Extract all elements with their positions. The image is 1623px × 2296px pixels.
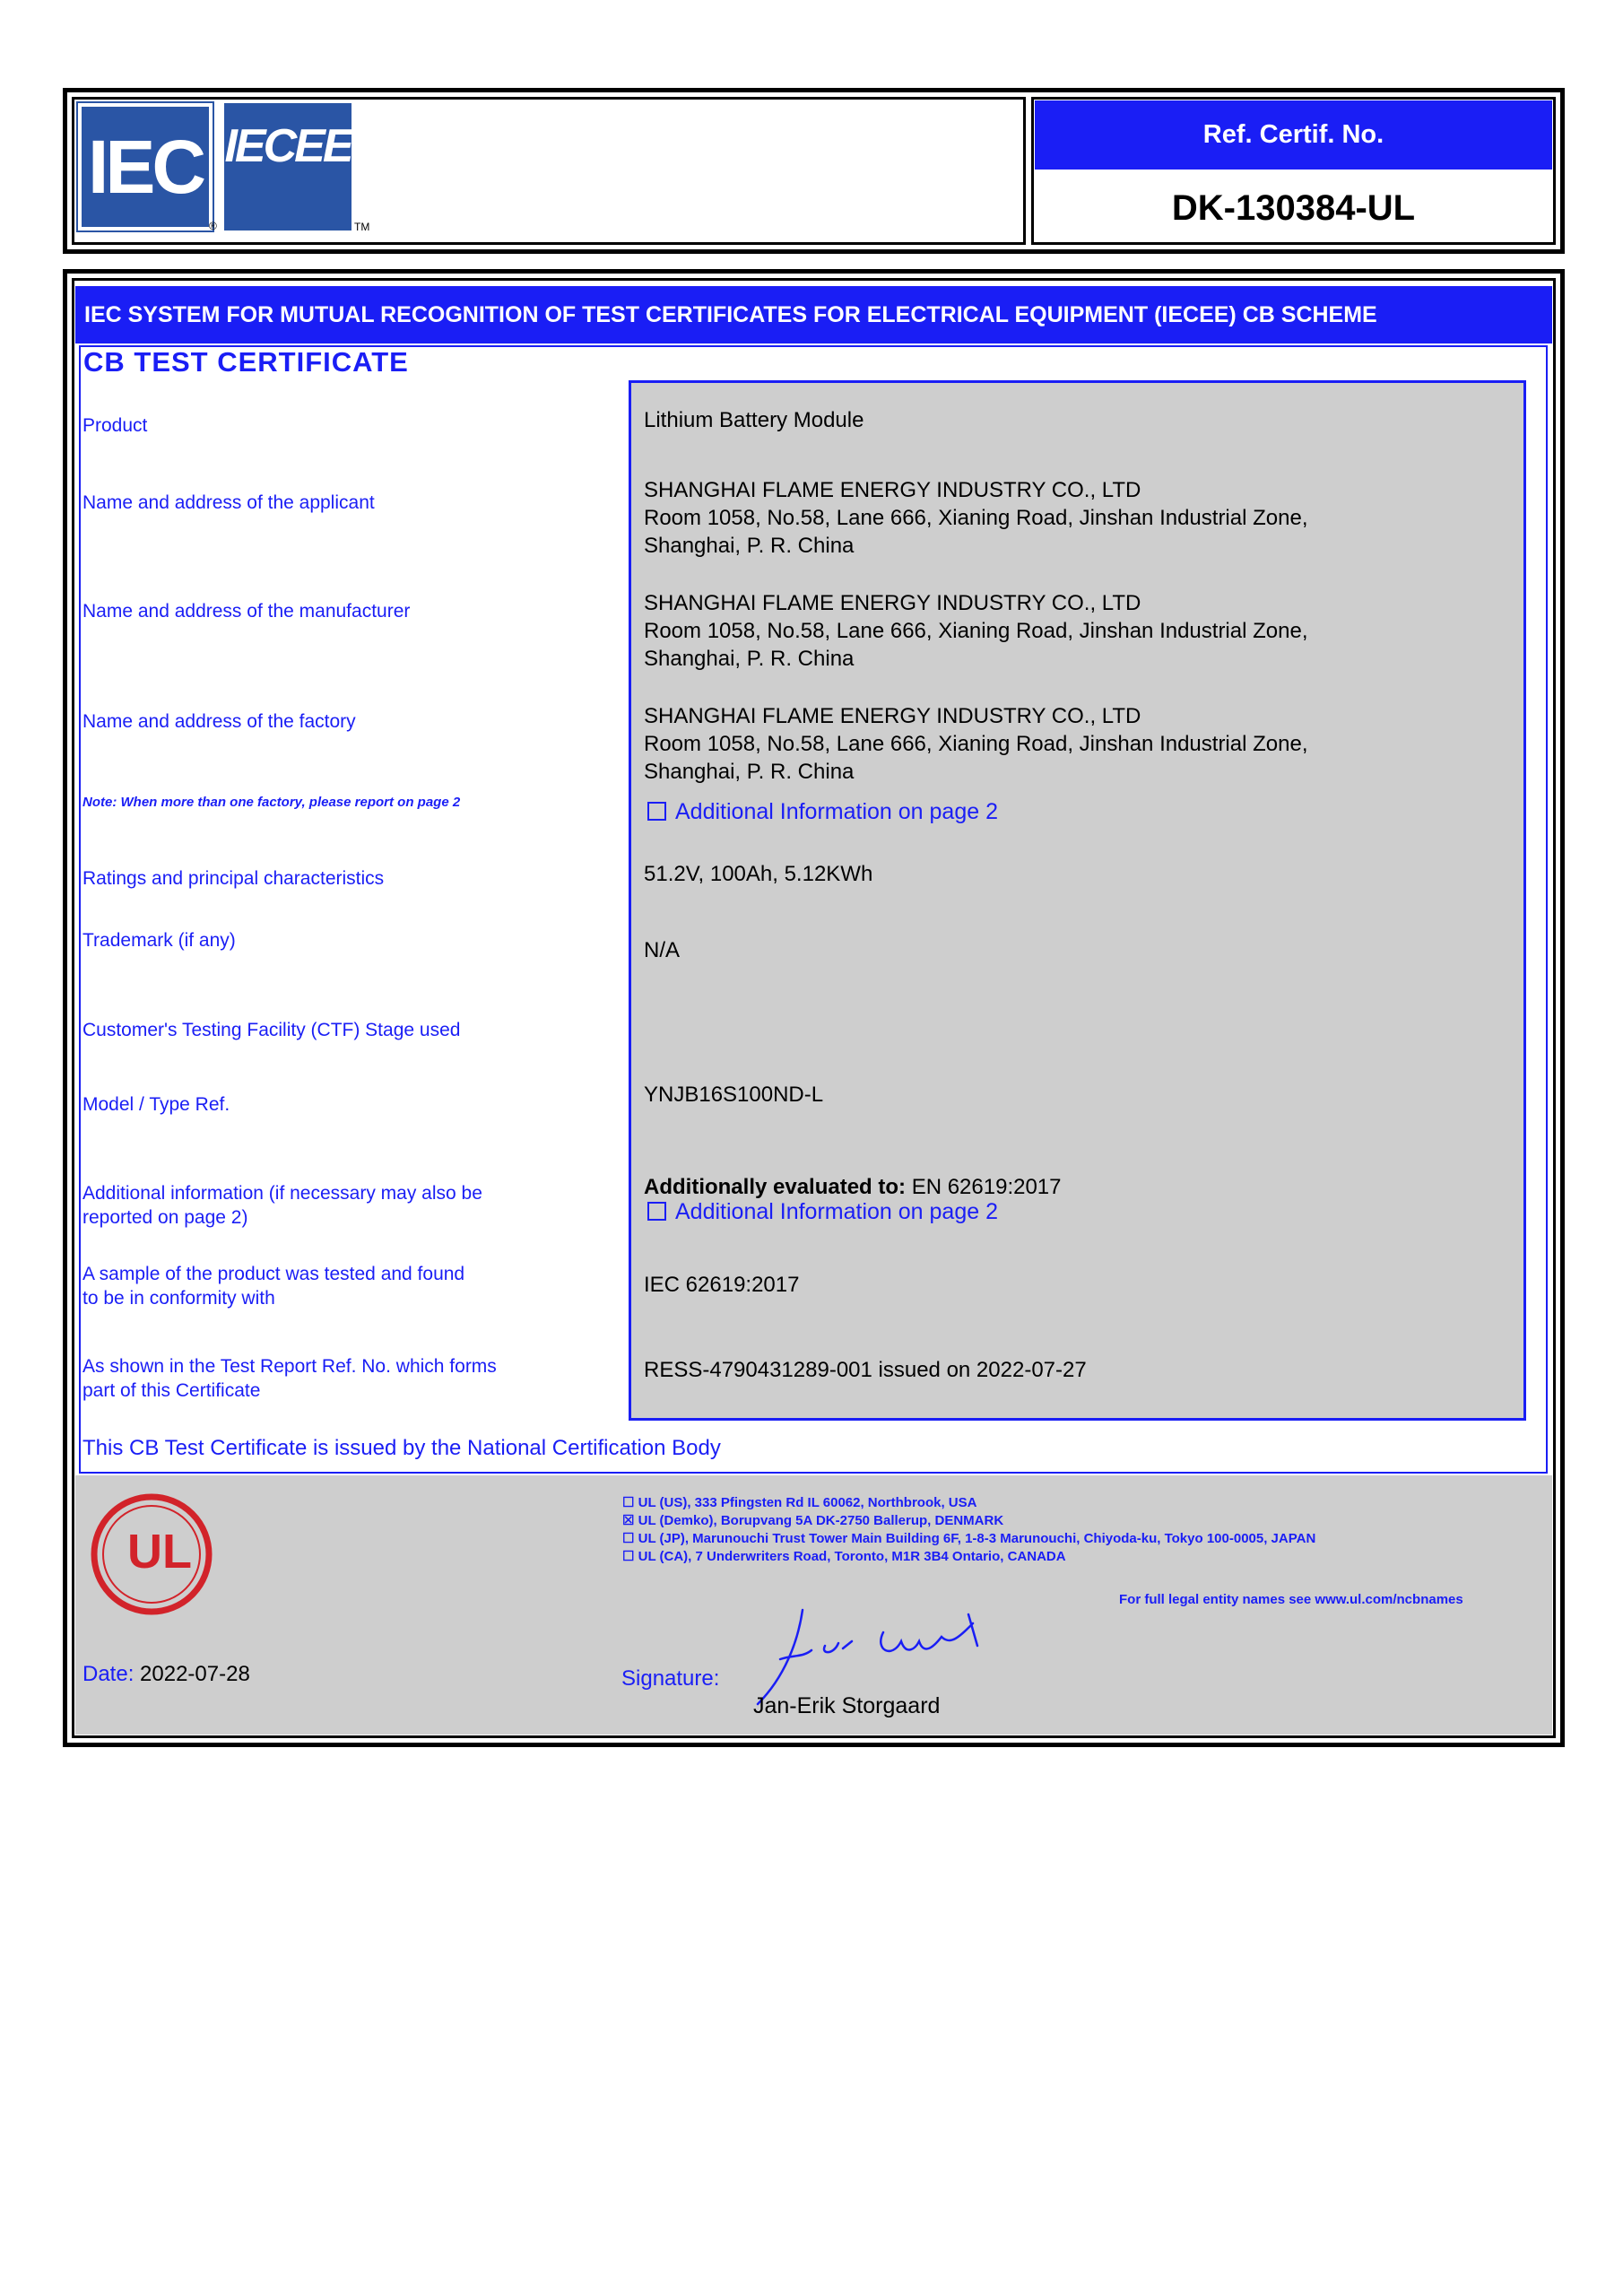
registered-mark-icon: ® (209, 220, 217, 232)
checkbox-icon (647, 802, 666, 821)
report-label-line-1: As shown in the Test Report Ref. No. which forms (82, 1356, 497, 1377)
trademark-label: Trademark (if any) (82, 930, 236, 951)
iecee-logo: IECEE (224, 103, 352, 230)
date-label: Date: (82, 1662, 135, 1686)
additional-addinfo-checkbox[interactable] (647, 1199, 998, 1225)
manufacturer-line-2: Room 1058, No.58, Lane 666, Xianing Road, Jinshan Industrial Zone, (644, 619, 1308, 643)
ul-address-list (622, 1494, 1315, 1566)
factory-line-1: SHANGHAI FLAME ENERGY INDUSTRY CO., LTD (644, 704, 1141, 728)
additional-label (82, 1181, 603, 1230)
conformity-label-line-1: A sample of the product was tested and found (82, 1264, 465, 1284)
ul-address-ca: ☐ UL (CA), 7 Underwriters Road, Toronto, M1R 3B4 Ontario, CANADA (622, 1549, 1066, 1564)
ctf-label: Customer's Testing Facility (CTF) Stage used (82, 1020, 461, 1040)
model-value: YNJB16S100ND-L (644, 1083, 824, 1107)
report-value: RESS-4790431289-001 issued on 2022-07-27 (644, 1358, 1087, 1382)
additional-addinfo-label: Additional Information on page 2 (675, 1199, 998, 1224)
conformity-value: IEC 62619:2017 (644, 1273, 800, 1297)
factory-line-2: Room 1058, No.58, Lane 666, Xianing Road, Jinshan Industrial Zone, (644, 732, 1308, 756)
legal-names-note: For full legal entity names see www.ul.com/ncbnames (1119, 1592, 1463, 1607)
additional-evaluated-label: Additionally evaluated to: (644, 1175, 907, 1199)
ref-label: Ref. Certif. No. (1035, 100, 1552, 170)
signature-label: Signature: (621, 1666, 720, 1691)
ratings-label: Ratings and principal characteristics (82, 868, 385, 889)
manufacturer-line-3: Shanghai, P. R. China (644, 647, 855, 671)
manufacturer-label: Name and address of the manufacturer (82, 601, 411, 622)
conformity-label (82, 1262, 603, 1310)
manufacturer-value (644, 589, 1505, 673)
ref-number: DK-130384-UL (1171, 187, 1416, 228)
conformity-label-line-2: to be in conformity with (82, 1288, 275, 1309)
ul-logo-text: UL (127, 1525, 192, 1578)
applicant-label: Name and address of the applicant (82, 492, 375, 513)
checkbox-icon (647, 1202, 666, 1221)
factory-addinfo-checkbox[interactable] (647, 799, 998, 825)
factory-line-3: Shanghai, P. R. China (644, 760, 855, 784)
additional-label-line-2: reported on page 2) (82, 1207, 248, 1228)
additional-value (644, 1173, 1505, 1201)
model-label: Model / Type Ref. (82, 1094, 230, 1115)
ratings-value: 51.2V, 100Ah, 5.12KWh (644, 862, 873, 886)
ul-logo (90, 1492, 213, 1616)
factory-note: Note: When more than one factory, please report on page 2 (82, 795, 461, 810)
ul-address-jp: ☐ UL (JP), Marunouchi Trust Tower Main Building 6F, 1-8-3 Marunouchi, Chiyoda-ku, Tokyo 100-0005, JAPAN (622, 1531, 1316, 1546)
issued-by-statement: This CB Test Certificate is issued by the National Certification Body (82, 1436, 721, 1460)
report-label-line-2: part of this Certificate (82, 1380, 261, 1401)
additional-evaluated-standard: EN 62619:2017 (906, 1175, 1062, 1199)
applicant-line-3: Shanghai, P. R. China (644, 534, 855, 558)
trademark-icon: TM (354, 221, 370, 233)
factory-value (644, 702, 1505, 786)
applicant-line-1: SHANGHAI FLAME ENERGY INDUSTRY CO., LTD (644, 478, 1141, 502)
scheme-title: IEC SYSTEM FOR MUTUAL RECOGNITION OF TEST CERTIFICATES FOR ELECTRICAL EQUIPMENT (IECEE) CB SCHEME (75, 286, 1552, 344)
applicant-line-2: Room 1058, No.58, Lane 666, Xianing Road, Jinshan Industrial Zone, (644, 506, 1308, 530)
certificate-title: CB TEST CERTIFICATE (83, 346, 409, 378)
date-row (82, 1662, 250, 1687)
iec-logo: IEC (78, 103, 213, 230)
signer-name: Jan-Erik Storgaard (753, 1693, 941, 1718)
product-value: Lithium Battery Module (644, 408, 864, 432)
applicant-value (644, 476, 1505, 560)
factory-addinfo-label: Additional Information on page 2 (675, 799, 998, 824)
report-label (82, 1354, 603, 1403)
factory-label: Name and address of the factory (82, 711, 356, 732)
manufacturer-line-1: SHANGHAI FLAME ENERGY INDUSTRY CO., LTD (644, 591, 1141, 615)
ul-address-demko: ☒ UL (Demko), Borupvang 5A DK-2750 Ballerup, DENMARK (622, 1513, 1004, 1528)
trademark-value: N/A (644, 938, 681, 962)
product-label: Product (82, 415, 148, 436)
date-value: 2022-07-28 (134, 1662, 250, 1686)
ul-address-us: ☐ UL (US), 333 Pfingsten Rd IL 60062, Northbrook, USA (622, 1495, 977, 1510)
additional-label-line-1: Additional information (if necessary may also be (82, 1183, 482, 1204)
